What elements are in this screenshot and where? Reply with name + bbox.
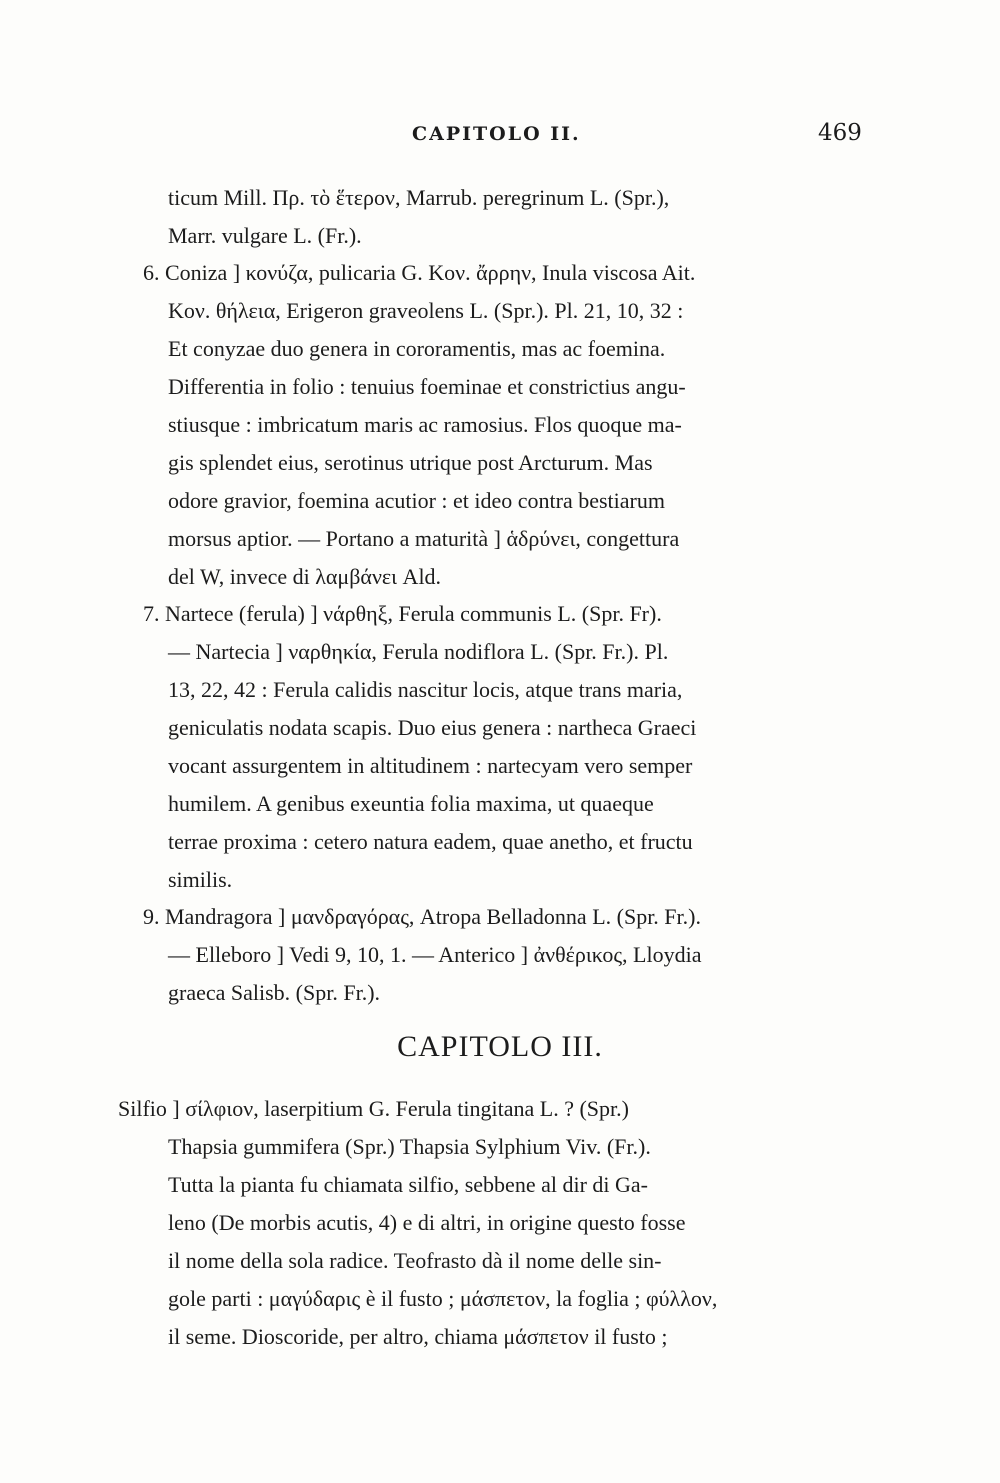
text-line: graeca Salisb. (Spr. Fr.). xyxy=(168,980,381,1005)
text-line: il seme. Dioscoride, per altro, chiama μάσπετον il fusto ; xyxy=(168,1324,668,1349)
text-line: Et conyzae duo genera in cororamentis, mas ac foemina. xyxy=(168,336,666,361)
text-line: gis splendet eius, serotinus utrique post Arcturum. Mas xyxy=(168,450,653,475)
text-line: del W, invece di λαμβάνει Ald. xyxy=(168,564,442,589)
text-line: odore gravior, foemina acutior : et ideo contra bestiarum xyxy=(168,488,665,513)
text-line: Κον. θήλεια, Erigeron graveolens L. (Spr.). Pl. 21, 10, 32 : xyxy=(168,298,684,323)
text-line: leno (De morbis acutis, 4) e di altri, in origine questo fosse xyxy=(168,1210,686,1235)
text-line: Thapsia gummifera (Spr.) Thapsia Sylphium Viv. (Fr.). xyxy=(168,1134,651,1159)
text-line: vocant assurgentem in altitudinem : nartecyam vero semper xyxy=(168,753,693,778)
text-line: — Elleboro ] Vedi 9, 10, 1. — Anterico ] ἀνθέρικος, Lloydia xyxy=(168,942,702,967)
text-line: ticum Mill. Πρ. τὸ ἕτερον, Marrub. peregrinum L. (Spr.), xyxy=(168,185,670,210)
text-line: geniculatis nodata scapis. Duo eius genera : narthecа Graeci xyxy=(168,715,697,740)
text-line: 13, 22, 42 : Ferula calidis nascitur locis, atque trans maria, xyxy=(168,677,683,702)
text-line: 9. Mandragora ] μανδραγόρας, Atropa Belladonna L. (Spr. Fr.). xyxy=(143,904,701,929)
text-line: humilem. A genibus exeuntia folia maxima, ut quaeque xyxy=(168,791,654,816)
text-line: terrae proxima : cetero natura eadem, quae anetho, et fructu xyxy=(168,829,693,854)
text-line: 7. Nartece (ferula) ] νάρθηξ, Ferula communis L. (Spr. Fr). xyxy=(143,601,662,626)
running-header-title: CAPITOLO II. xyxy=(412,123,581,145)
text-line: similis. xyxy=(168,867,233,892)
text-line: morsus aptior. — Portano a maturità ] ἁδρύνει, congettura xyxy=(168,526,680,551)
text-line: — Nartecia ] ναρθηκία, Ferula nodiflora L. (Spr. Fr.). Pl. xyxy=(168,639,669,664)
chapter-heading: CAPITOLO III. xyxy=(397,1030,603,1063)
text-line: stiusque : imbricatum maris ac ramosius. Flos quoque ma- xyxy=(168,412,682,437)
text-line: Marr. vulgare L. (Fr.). xyxy=(168,223,362,248)
page-number: 469 xyxy=(818,120,862,146)
text-line: Silfio ] σίλφιον, laserpitium G. Ferula tingitana L. ? (Spr.) xyxy=(118,1096,629,1121)
text-line: Differentia in folio : tenuius foeminae et constrictius angu- xyxy=(168,374,686,399)
text-line: 6. Coniza ] κονύζα, pulicaria G. Κον. ἄρρην, Inula viscosa Ait. xyxy=(143,260,696,285)
text-line: gole parti : μαγύδαρις è il fusto ; μάσπετον, la foglia ; φύλλον, xyxy=(168,1286,718,1311)
text-line: il nome della sola radice. Teofrasto dà il nome delle sin- xyxy=(168,1248,662,1273)
text-line: Tutta la pianta fu chiamata silfio, sebbene al dir di Ga- xyxy=(168,1172,648,1197)
